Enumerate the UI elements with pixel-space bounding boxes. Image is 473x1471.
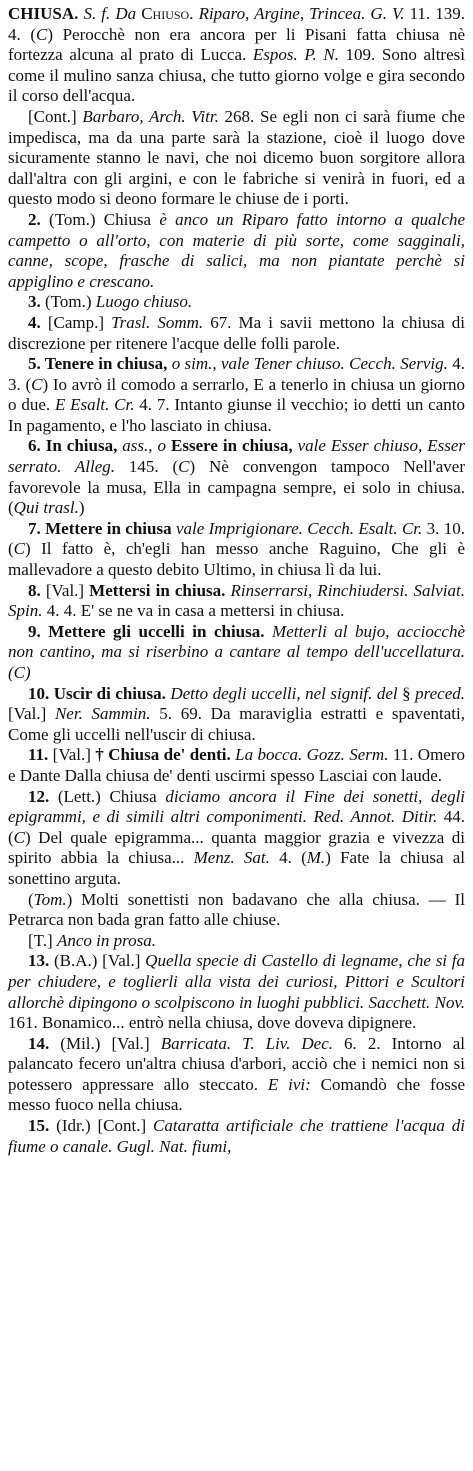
- entry-paragraph: [8, 1034, 465, 1116]
- text-segment: Menz. Sat.: [193, 848, 280, 868]
- text-segment: [Val.]: [52, 745, 96, 765]
- text-segment: Quella specie di Castello di legname, che si fa per chiudere, e toglierli alla vista dei curiosi, Pittori e Scultori allorchè dipingono o scolpiscono in luoghi pubblici. Sacchett.: [8, 951, 466, 1012]
- text-segment: 145. (: [128, 457, 179, 477]
- text-segment: ) Fate la chiusa al sonettino arguta.: [8, 848, 465, 888]
- text-segment: M.: [306, 848, 326, 868]
- text-segment: [T.]: [28, 930, 57, 950]
- text-segment: [Cont.]: [28, 106, 83, 126]
- text-segment: ) Perocchè non era ancora per li Pisani fatta chiusa nè fortezza alcuna al prato di Lucca.: [8, 24, 465, 65]
- text-segment: o sim., vale Tener chiuso. Cecch. Servig.: [171, 354, 453, 374]
- text-segment: vale Imprigionare. Cecch. Esalt. Cr.: [175, 518, 427, 538]
- text-segment: 11.: [28, 745, 53, 765]
- text-segment: Comandò che fosse messo fuoco nella chiusa.: [8, 1074, 465, 1115]
- text-segment: C: [178, 457, 190, 477]
- text-segment: Chiuso.: [141, 4, 199, 23]
- text-segment: Ner. Sammin.: [54, 704, 160, 724]
- entry-paragraph: [8, 745, 465, 786]
- entry-paragraph: [8, 622, 465, 684]
- entry-paragraph: [8, 951, 465, 1033]
- text-segment: (B.A.) [Val.]: [54, 951, 146, 971]
- text-segment: ) Del quale epigramma... quanta maggior grazia e vivezza di spirito abbia la chiusa...: [8, 827, 465, 868]
- text-segment: ): [78, 498, 85, 518]
- text-segment: Cataratta artificiale che trattiene l'acqua di fiume o canale. Gugl. Nat. fiumi,: [8, 1116, 466, 1156]
- entry-paragraph: [8, 436, 465, 518]
- text-segment: C: [36, 24, 48, 44]
- text-segment: 12.: [28, 786, 58, 806]
- entry-paragraph: [8, 684, 465, 746]
- text-segment: 8.: [28, 580, 46, 600]
- text-segment: ) Io avrò il comodo a serrarlo, E a tenerlo in chiusa un giorno o due.: [8, 374, 465, 415]
- entry-paragraph: [8, 581, 465, 622]
- entry-paragraph: [8, 519, 465, 581]
- text-segment: preced.: [415, 683, 466, 703]
- text-segment: C: [13, 827, 26, 847]
- text-segment: Qui trasl.: [13, 498, 79, 518]
- text-segment: 10. Uscir di chiusa.: [28, 683, 171, 703]
- text-segment: (Idr.) [Cont.]: [56, 1116, 154, 1136]
- text-segment: (: [28, 889, 34, 909]
- text-segment: C: [31, 374, 43, 394]
- text-segment: Mettersi in chiusa.: [89, 580, 231, 600]
- text-segment: 7. Mettere in chiusa: [28, 518, 176, 538]
- text-segment: ass.,: [122, 436, 158, 456]
- text-segment: 2.: [28, 209, 50, 229]
- text-segment: ) Il fatto è, ch'egli han messo anche Raguino, Che gli è mallevadore a questo debito Ultimo, in chiusa lì da lui.: [8, 539, 465, 580]
- text-segment: 4. 4. E' se ne va in casa a mettersi in chiusa.: [46, 601, 345, 621]
- text-segment: 268. Se egli non ci sarà fiume che impedisca, ma da una parte sarà la stazione, cioè il luogo dove sicuramente stanno le navi, che noi dicemo buon sorgitore allora dall'altra con gli argini, e con le fabriche si venirà in fuori, ed a questo modo si deono formare le chiuse de i porti.: [8, 106, 465, 209]
- text-segment: 3. 10. (: [8, 518, 466, 559]
- text-segment: Barbaro, Arch. Vitr.: [82, 106, 225, 126]
- text-segment: [Val.]: [8, 704, 55, 724]
- text-segment: [Camp.]: [47, 312, 112, 332]
- text-segment: ) Nè convengon tampoco Nell'aver favorevole la musa, Ella in campagna sempre, ei solo in chiusa. (: [8, 457, 465, 518]
- text-segment: 4.: [28, 312, 48, 332]
- text-segment: CHIUSA.: [8, 4, 84, 23]
- text-segment: La bocca. Gozz. Serm.: [235, 745, 393, 765]
- text-segment: 11. Omero e Dante Dalla chiusa de' denti uscirmi spesso Lasciai con laude.: [8, 745, 465, 785]
- text-segment: 5. 69. Da maraviglia estratti e spaventati, Come gli uccelli nell'uscir di chiusa.: [8, 704, 465, 744]
- text-segment: ) Molti sonettisti non badavano che alla chiusa. — Il Petrarca non bada gran fatto alle chiuse.: [8, 889, 465, 930]
- text-segment: è anco un Riparo fatto intorno a qualche campetto o all'orto, con materie di più sorte, come sagginali, canne, scope, frasche di salici, ma non piantate perchè si appiglino e crescano.: [8, 209, 465, 291]
- text-segment: S. f. Da: [83, 4, 142, 23]
- text-segment: (Tom.): [45, 292, 96, 312]
- entry-paragraph: [8, 890, 465, 931]
- text-segment: Anco in prosa.: [56, 930, 156, 950]
- text-segment: 3.: [28, 292, 45, 312]
- text-segment: [Val.]: [45, 580, 90, 600]
- text-segment: §: [402, 683, 416, 703]
- text-segment: 14.: [28, 1033, 61, 1053]
- text-segment: Barricata. T. Liv. Dec.: [160, 1033, 345, 1053]
- text-segment: 161. Bonamico... entrò nella chiusa, dove doveva dipignere.: [8, 1013, 417, 1033]
- text-segment: Nov.: [434, 992, 465, 1012]
- text-segment: 4. (: [279, 848, 307, 868]
- text-segment: Espos. P. N.: [252, 45, 346, 65]
- text-segment: 11. 139. 4. (: [8, 4, 466, 44]
- text-segment: 44. (: [8, 807, 465, 847]
- text-segment: 109. Sono altresì come il mulino sanza chiusa, che tutto giorno volge e gira secondo il corso dell'acqua.: [8, 45, 465, 106]
- entry-paragraph: [8, 292, 465, 313]
- text-segment: 6. 2. Intorno al palancato fecero un'altra chiusa d'arbori, acciò che i nemici non si potessero appressare allo steccato.: [8, 1033, 465, 1094]
- text-segment: (Tom.) Chiusa: [49, 209, 160, 229]
- text-segment: o: [157, 436, 171, 456]
- text-segment: Riparo, Argine, Trincea. G. V.: [198, 4, 410, 23]
- text-segment: Metterli al bujo, acciocchè non cantino, ma si riserbino a cantare al tempo dell'uccellatura. (C): [8, 621, 465, 682]
- text-segment: 4. 3. (: [8, 354, 465, 394]
- entry-paragraph: [8, 210, 465, 292]
- text-segment: Luogo chiuso.: [95, 292, 193, 312]
- entry-paragraph: [8, 313, 465, 354]
- text-segment: Detto degli uccelli, nel signif. del: [170, 683, 403, 703]
- text-segment: 6. In chiusa,: [28, 436, 123, 456]
- text-segment: 67. Ma i savii mettono la chiusa di discrezione per ritenere l'acque delle folli parole.: [8, 312, 466, 353]
- text-segment: 5. Tenere in chiusa,: [28, 354, 172, 374]
- text-segment: E ivi:: [267, 1074, 321, 1094]
- text-segment: 9. Mettere gli uccelli in chiusa.: [28, 621, 273, 641]
- entry-paragraph: [8, 787, 465, 890]
- text-segment: Trasl. Somm.: [111, 312, 211, 332]
- entry-paragraph: [8, 107, 465, 210]
- entry-heading-paragraph: [8, 4, 465, 107]
- text-segment: 4. 7. Intanto giunse il vecchio; io detti un canto In pagamento, e l'ho lasciato in chiusa.: [8, 395, 465, 435]
- text-segment: Essere in chiusa,: [171, 436, 298, 456]
- text-segment: † Chiusa de' denti.: [95, 745, 236, 765]
- entry-paragraph: [8, 354, 465, 436]
- text-segment: Rinserrarsi, Rinchiudersi. Salviat. Spin.: [8, 580, 465, 621]
- text-segment: 13.: [28, 951, 54, 971]
- text-segment: (Mil.) [Val.]: [60, 1033, 161, 1053]
- entry-paragraph: [8, 931, 465, 952]
- text-segment: 15.: [28, 1116, 57, 1136]
- text-segment: Tom.: [33, 889, 67, 909]
- text-segment: diciamo ancora il Fine dei sonetti, degli epigrammi, e di simili altri componimenti. Red. Annot. Ditir.: [8, 786, 466, 827]
- text-segment: C: [13, 539, 26, 559]
- entry-paragraph: [8, 1116, 465, 1157]
- text-segment: (Lett.) Chiusa: [57, 786, 166, 806]
- text-segment: E Esalt. Cr.: [54, 395, 140, 415]
- text-segment: vale Esser chiuso, Esser serrato. Alleg.: [8, 436, 465, 477]
